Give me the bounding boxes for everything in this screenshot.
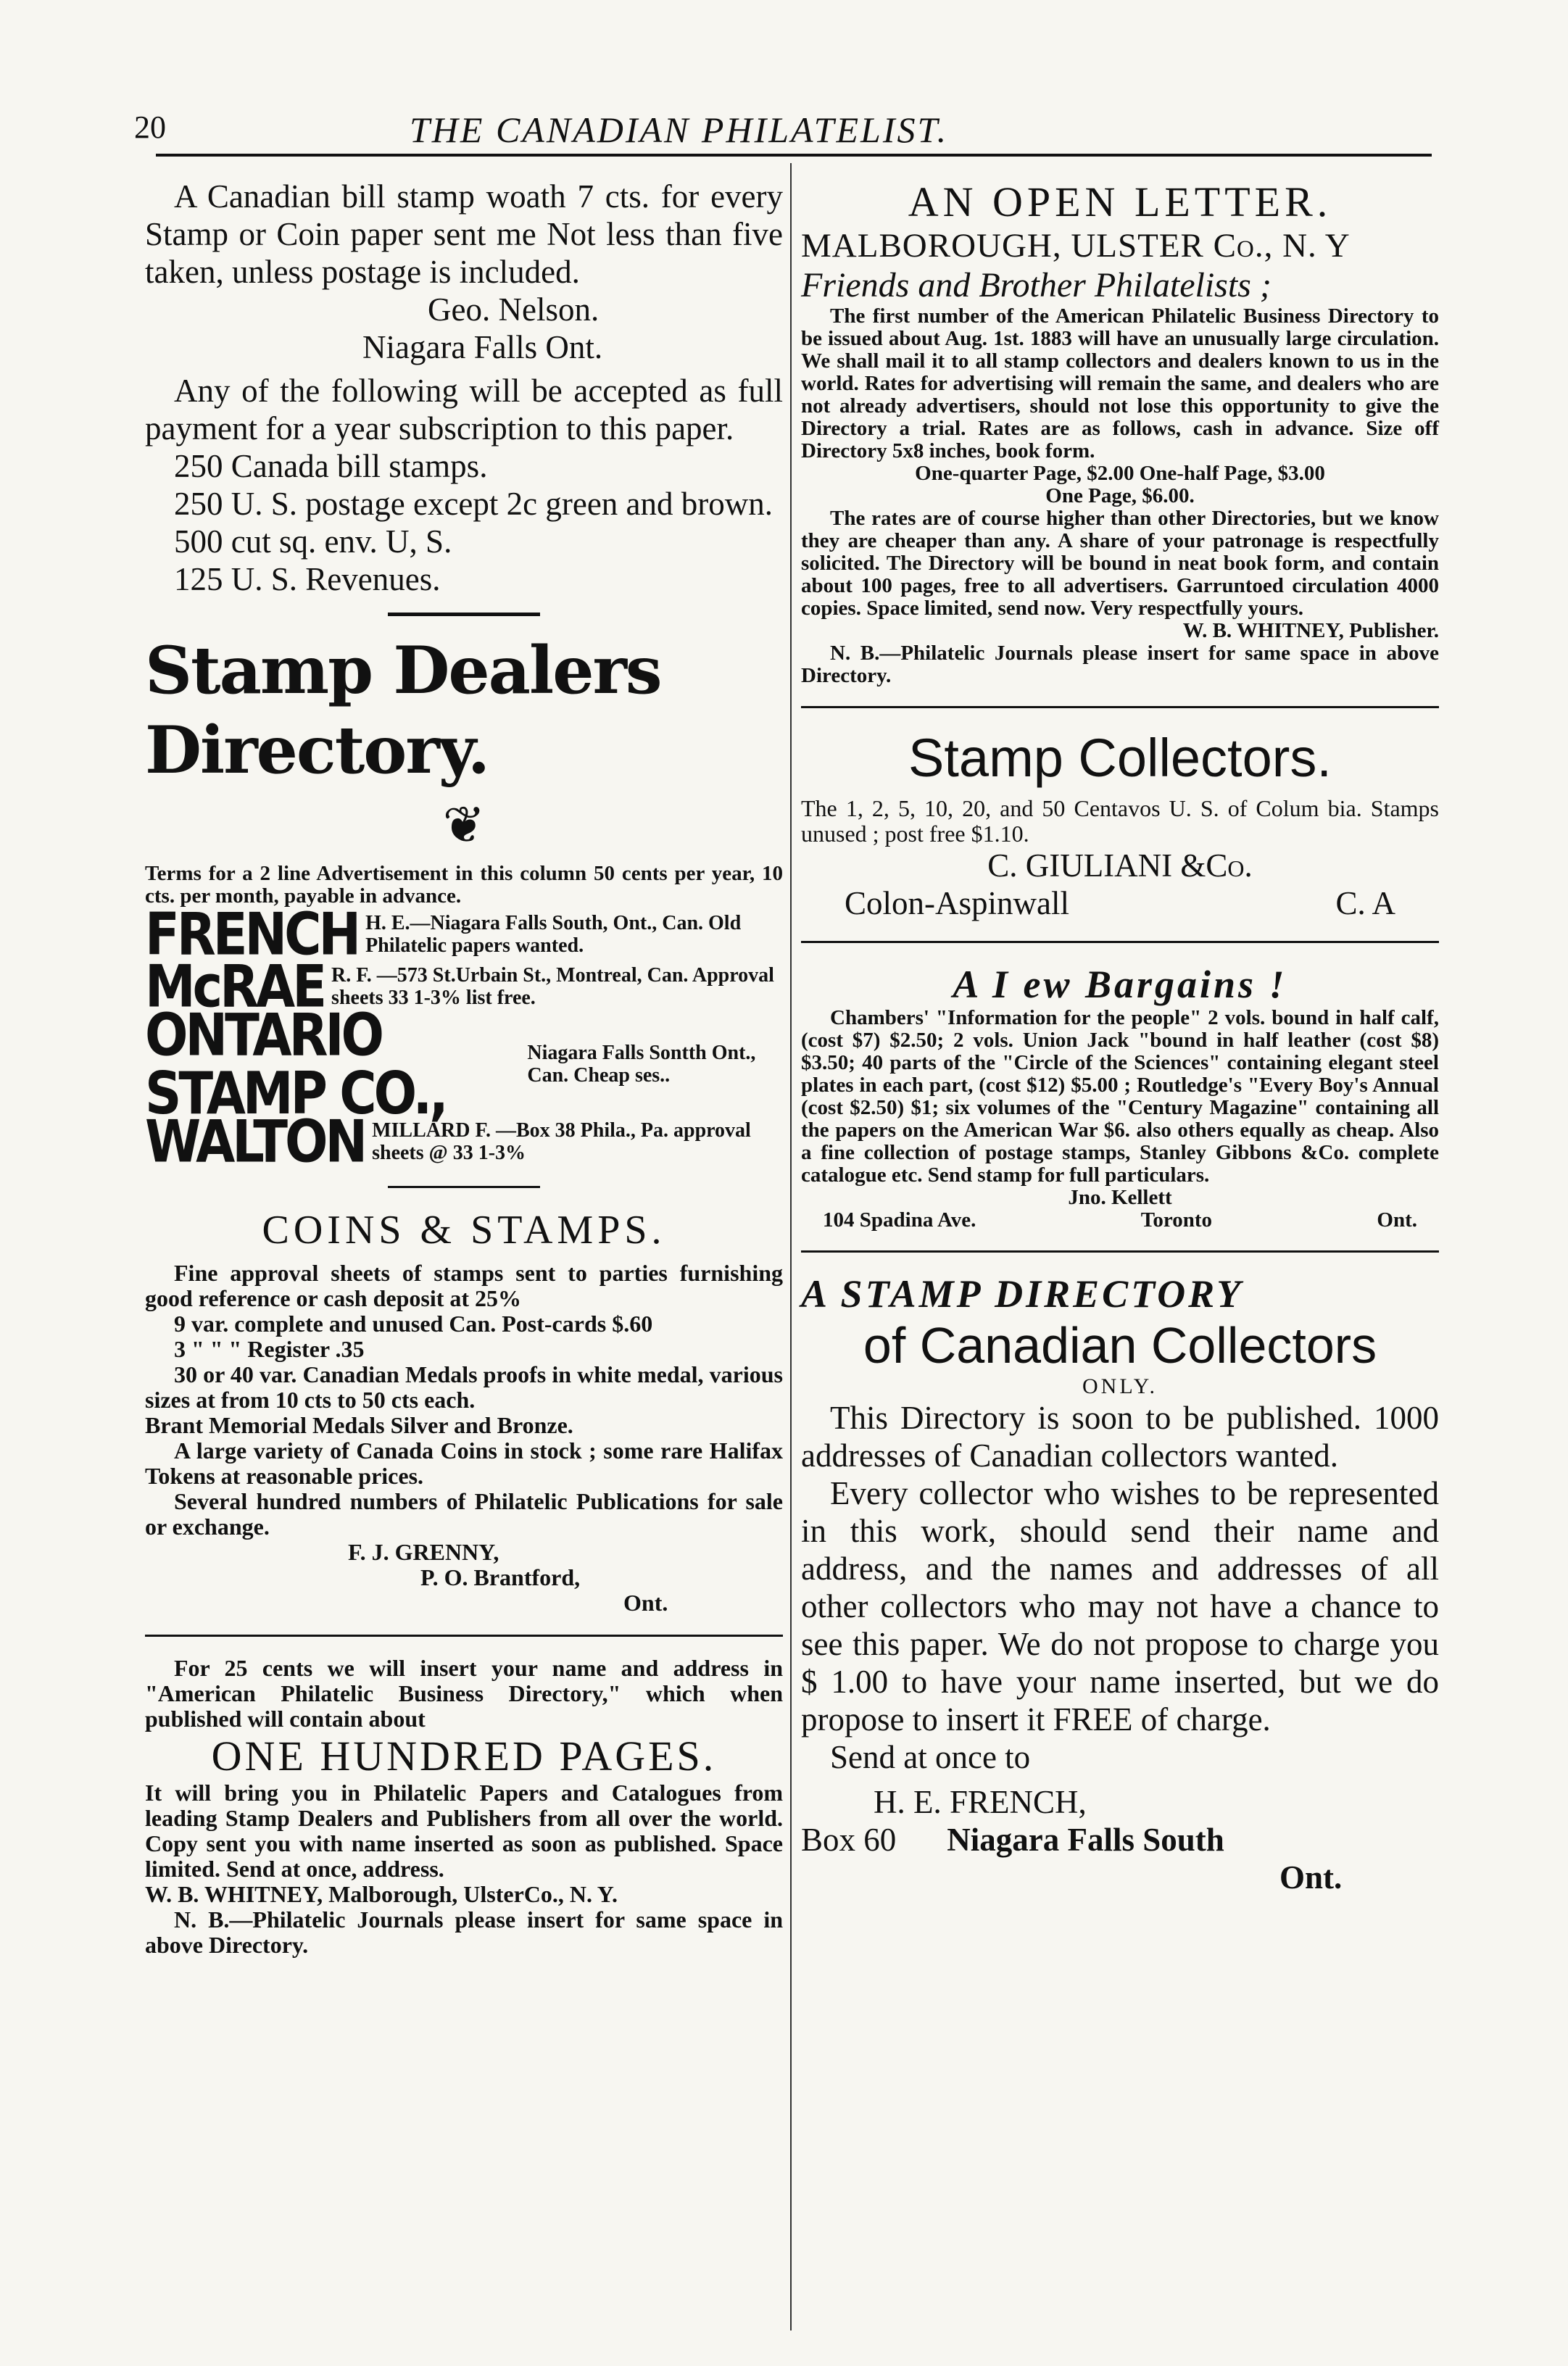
ornament-icon: ❦ [442, 798, 486, 854]
bargains-address: 104 Spadina Ave. [823, 1208, 976, 1232]
dealer-name: ONTARIO STAMP CO., [145, 1000, 446, 1128]
collectors-place-row [801, 884, 1439, 922]
subscription-offer [145, 372, 783, 598]
section-rule [388, 613, 540, 616]
business-directory-ad [145, 1656, 783, 1958]
subscription-intro: Any of the following will be accepted as full payment for a year subscription to this paper. [145, 373, 783, 447]
hundred-pages-title: ONE HUNDRED PAGES. [211, 1732, 717, 1780]
business-dir-body: It will bring you in Philatelic Papers and Catalogues from leading Stamp Dealers and Publishers from all over the world. Copy sent you with name inserted as soon as published. Space limited. Send at once, address. [145, 1780, 783, 1882]
stamp-directory-only: ONLY. [1082, 1374, 1158, 1398]
coins-line: 30 or 40 var. Canadian Medals proofs in white medal, various sizes at from 10 cts to 50 cts each. [145, 1361, 783, 1413]
coins-line: 3 " " " Register .35 [174, 1336, 365, 1362]
bill-stamp-ad [145, 178, 783, 366]
stamp-directory-title: A STAMP DIRECTORY [801, 1272, 1244, 1316]
stamp-directory-ad [801, 1271, 1439, 1896]
stamp-directory-address-row [801, 1821, 1439, 1859]
subscription-item: 250 U. S. postage except 2c green and brown. [174, 486, 773, 522]
section-rule [801, 706, 1439, 708]
header-rule [156, 154, 1432, 157]
collectors-title: Stamp Collectors. [908, 728, 1332, 788]
coins-stamps-ad [145, 1207, 783, 1616]
open-letter-signature: W. B. WHITNEY, Publisher. [1182, 619, 1439, 642]
open-letter [801, 178, 1439, 687]
collectors-country: C. A [1335, 885, 1395, 921]
collectors-place: Colon-Aspinwall [845, 885, 1069, 921]
section-rule [145, 1635, 783, 1637]
bargains-ad [801, 962, 1439, 1232]
bargains-title: A I ew Bargains ! [953, 963, 1287, 1006]
business-dir-nb: N. B.—Philatelic Journals please insert for same space in above Directory. [145, 1906, 783, 1958]
directory-terms: Terms for a 2 line Advertisement in this column 50 cents per year, 10 cts. per month, payable in advance. [145, 862, 783, 908]
dealer-name: McRAE [145, 952, 325, 1021]
dealer-detail: MILLARD F. —Box 38 Phila., Pa. approval sheets @ 33 1-3% [372, 1119, 751, 1164]
left-column [145, 178, 783, 1958]
open-letter-rates: One Page, $6.00. [1045, 484, 1195, 507]
collectors-company: C. GIULIANI &Co. [987, 847, 1253, 884]
open-letter-place: MALBOROUGH, ULSTER Co., N. Y [801, 227, 1351, 265]
directory-title: Stamp Dealers Directory. [145, 632, 661, 789]
column-divider [790, 163, 792, 2330]
open-letter-body: The first number of the American Philatelic Business Directory to be issued about Aug. 1st. 1883 will have an unusually large circulation. We shall mail it to all stamp collectors and dealers known to us in the world. Rates for advertising will remain the same, and dealers who are not already advertisers, should not lose this opportunity to give the Directory a trial. Rates are as follows, cash in advance. Size off Directory 5x8 inches, book form. [801, 304, 1439, 462]
directory-entry [145, 1107, 783, 1176]
stamp-directory-send: Send at once to [830, 1739, 1031, 1775]
open-letter-nb: N. B.—Philatelic Journals please insert for same space in above Directory. [801, 642, 1439, 687]
stamp-directory-box: Box 60 [801, 1822, 897, 1858]
dealer-detail: R. F. —573 St.Urbain St., Montreal, Can. Approval sheets 33 1-3% list free. [331, 964, 774, 1009]
dealer-name: WALTON [145, 1107, 365, 1176]
dealer-detail: Niagara Falls Sontth Ont., Can. Cheap ses.. [527, 1042, 756, 1087]
coins-line: Brant Memorial Medals Silver and Bronze. [145, 1412, 573, 1438]
coins-line: Fine approval sheets of stamps sent to parties furnishing good reference or cash deposit at 25% [145, 1260, 783, 1311]
bargains-city: Toronto [1140, 1208, 1213, 1232]
page-header [134, 109, 1410, 152]
bill-stamp-name: Geo. Nelson. [428, 291, 600, 328]
stamp-collectors-ad [801, 727, 1439, 922]
section-rule [801, 1250, 1439, 1253]
dealer-name: FRENCH [145, 900, 359, 969]
open-letter-title: AN OPEN LETTER. [908, 178, 1332, 225]
bill-stamp-text: A Canadian bill stamp woath 7 cts. for every Stamp or Coin paper sent me Not less than five taken, unless postage is included. [145, 178, 783, 290]
stamp-directory-sig-name: H. E. FRENCH, [874, 1784, 1087, 1820]
collectors-body: The 1, 2, 5, 10, 20, and 50 Centavos U. S. of Colum bia. Stamps unused ; post free $1.10. [801, 795, 1439, 847]
right-column [801, 178, 1439, 1896]
stamp-directory-place: Niagara Falls South [947, 1822, 1224, 1858]
coins-sig-name: F. J. GRENNY, [348, 1539, 499, 1565]
stamp-directory-body: Every collector who wishes to be represented in this work, should send their name and address, and the names and addresses of all other collectors who may not have a chance to see this paper. We do not propose to charge you $ 1.00 to have your name inserted, but we do propose to insert it FREE of charge. [801, 1475, 1439, 1738]
subscription-item: 500 cut sq. env. U, S. [174, 523, 452, 560]
coins-title: COINS & STAMPS. [262, 1208, 666, 1253]
coins-line: 9 var. complete and unused Can. Post-cards $.60 [174, 1311, 653, 1337]
bargains-province: Ont. [1377, 1208, 1417, 1232]
open-letter-rates: One-quarter Page, $2.00 One-half Page, $3.00 [915, 462, 1325, 485]
directory-entry [145, 1000, 783, 1128]
stamp-directory-body: This Directory is soon to be published. 1000 addresses of Canadian collectors wanted. [801, 1400, 1439, 1474]
subscription-item: 250 Canada bill stamps. [174, 448, 488, 484]
coins-line: Several hundred numbers of Philatelic Publications for sale or exchange. [145, 1488, 783, 1540]
dealers-directory [145, 631, 783, 1176]
section-rule [801, 941, 1439, 943]
bill-stamp-place: Niagara Falls Ont. [362, 329, 603, 365]
stamp-directory-prov: Ont. [1279, 1859, 1343, 1896]
coins-line: A large variety of Canada Coins in stock ; some rare Halifax Tokens at reasonable prices. [145, 1437, 783, 1489]
bargains-address-row [801, 1209, 1439, 1232]
bargains-name: Jno. Kellett [1068, 1186, 1172, 1209]
bargains-body: Chambers' "Information for the people" 2 vols. bound in half calf, (cost $7) $2.50; 2 vols. Union Jack "bound in half leather (cost $8) $3.50; 40 parts of the "Circle of the Sciences" containing elegant steel plates in each part, (cost $12) $5.00 ; Routledge's "Every Boy's Annual (cost $2.50) $1; six volumes of the "Century Magazine" containing all the papers on the American War $6. also others equally as cheap. Also a fine collection of postage stamps, Stanley Gibbons &Co. complete catalogue etc. Send stamp for full particulars. [801, 1006, 1439, 1187]
coins-sig-place: P. O. Brantford, [420, 1564, 581, 1590]
open-letter-salutation: Friends and Brother Philatelists ; [801, 266, 1272, 304]
section-rule [388, 1186, 540, 1188]
page-number: 20 [134, 109, 166, 145]
coins-sig-prov: Ont. [623, 1590, 668, 1616]
business-dir-signature: W. B. WHITNEY, Malborough, UlsterCo., N. Y. [145, 1881, 618, 1907]
business-dir-text: For 25 cents we will insert your name and address in "American Philatelic Business Directory," which when published will contain about [145, 1655, 783, 1732]
stamp-directory-subtitle: of Canadian Collectors [863, 1317, 1377, 1374]
subscription-item: 125 U. S. Revenues. [174, 561, 441, 597]
open-letter-body: The rates are of course higher than other Directories, but we know they are cheaper than any. A share of your patronage is respectfully solicited. The Directory will be bound in neat book form, and contain about 100 pages, free to all advertisers. Garruntoed circulation 4000 copies. Space limited, send now. Very respectfully yours. [801, 507, 1439, 620]
running-title: THE CANADIAN PHILATELIST. [410, 109, 949, 150]
dealer-detail: H. E.—Niagara Falls South, Ont., Can. Old Philatelic papers wanted. [365, 912, 742, 957]
